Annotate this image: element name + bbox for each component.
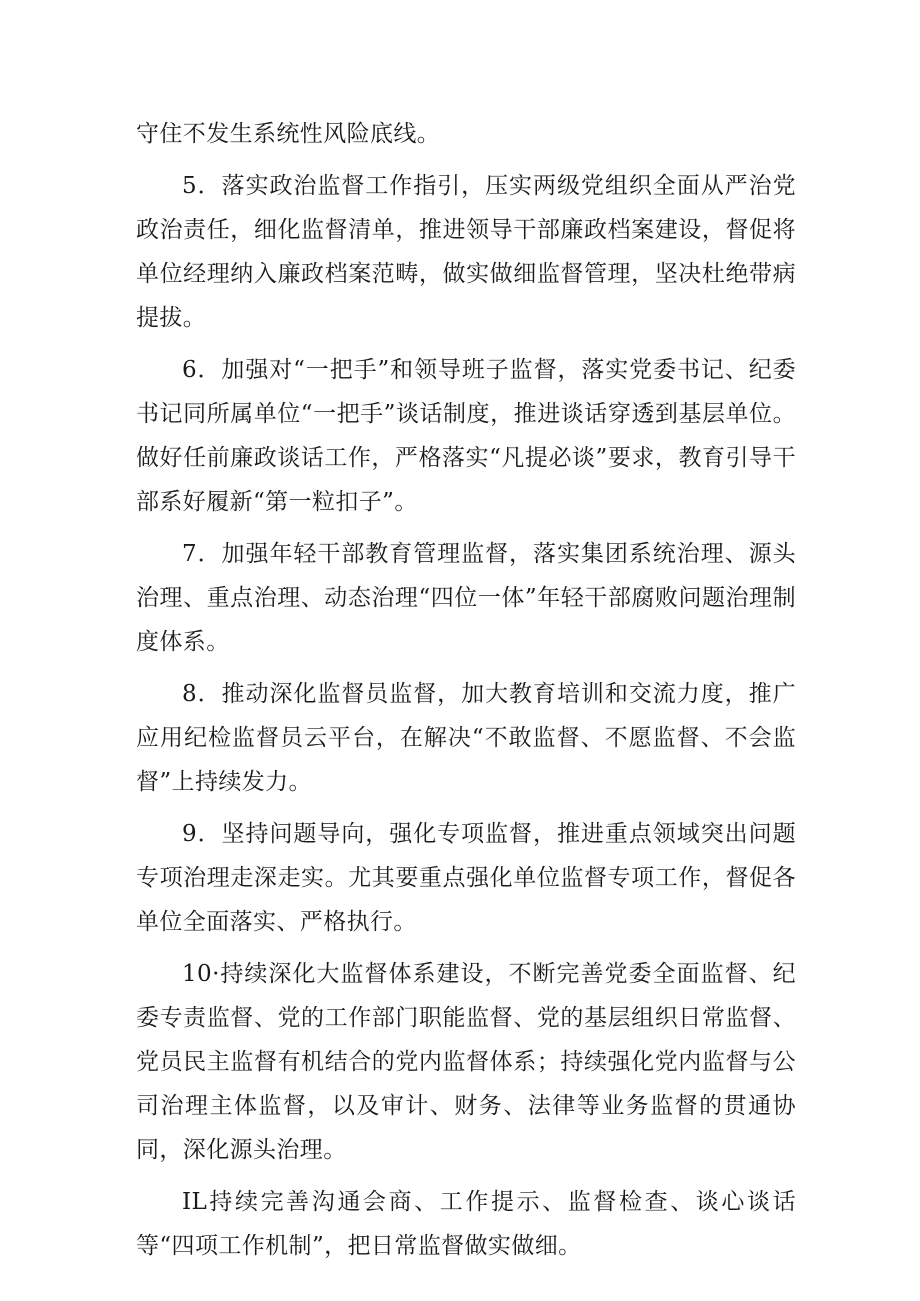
paragraph-item-10: 10·持续深化大监督体系建设，不断完善党委全面监督、纪委专责监督、党的工作部门职能监督、党的基层组织日常监督、党员民主监督有机结合的党内监督体系；持续强化党内监督与公司治理主体监督，以及审计、财务、法律等业务监督的贯通协同，深化源头治理。 xyxy=(136,961,796,1163)
paragraph-item-5: 5．落实政治监督工作指引，压实两级党组织全面从严治党政治责任，细化监督清单，推进领导干部廉政档案建设，督促将单位经理纳入廉政档案范畴，做实做细监督管理，坚决杜绝带病提拔。 xyxy=(136,173,796,331)
paragraph-item-6: 6．加强对“一把手”和领导班子监督，落实党委书记、纪委书记同所属单位“一把手”谈话制度，推进谈话穿透到基层单位。做好任前廉政谈话工作，严格落实“凡提必谈”要求，教育引导干部系好履新“第一粒扣子”。 xyxy=(136,357,796,515)
document-body xyxy=(136,112,796,1276)
paragraph-item-7: 7．加强年轻干部教育管理监督，落实集团系统治理、源头治理、重点治理、动态治理“四位一体”年轻干部腐败问题治理制度体系。 xyxy=(136,541,796,655)
paragraph-continuation: 守住不发生系统性风险底线。 xyxy=(136,121,441,147)
paragraph-item-8: 8．推动深化监督员监督，加大教育培训和交流力度，推广应用纪检监督员云平台，在解决“不敢监督、不愿监督、不会监督”上持续发力。 xyxy=(136,681,796,795)
paragraph-item-11: IL持续完善沟通会商、工作提示、监督检查、谈心谈话等“四项工作机制”，把日常监督做实做细。 xyxy=(136,1189,796,1259)
paragraph-item-9: 9．坚持问题导向，强化专项监督，推进重点领域突出问题专项治理走深走实。尤其要重点强化单位监督专项工作，督促各单位全面落实、严格执行。 xyxy=(136,821,796,935)
